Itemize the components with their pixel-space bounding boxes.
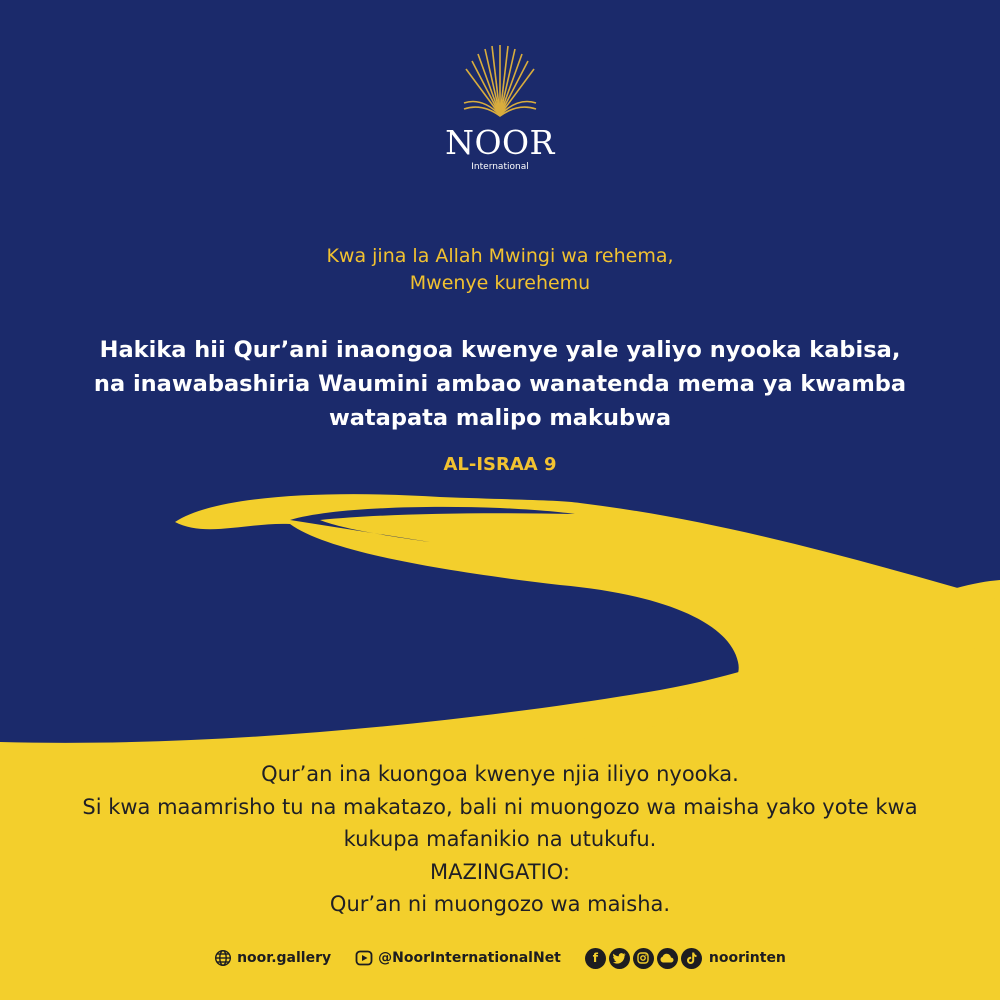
verse-line: na inawabashiria Waumini ambao wanatenda mema ya kwamba [93,371,907,397]
lesson-heading: MAZINGATIO: [429,859,571,884]
footer [0,946,1000,970]
youtube-link[interactable] [355,949,561,967]
website-link[interactable] [214,949,331,967]
radiant-book-icon [462,45,538,117]
cloud-icon[interactable] [657,948,678,969]
lesson-line: Si kwa maamrisho tu na makatazo, bali ni muongozo wa maisha yako yote kwa [82,794,918,819]
brand-subtitle: International [471,162,529,172]
facebook-icon[interactable]: f [585,948,606,969]
verse-reference: AL-ISRAA 9 [443,454,557,475]
tiktok-icon[interactable] [681,948,702,969]
basmala-line: Mwenye kurehemu [409,272,591,294]
twitter-icon[interactable] [609,948,630,969]
basmala [0,243,1000,297]
lesson-text [30,758,970,921]
verse-line: Hakika hii Qur’ani inaongoa kwenye yale yaliyo nyooka kabisa, [99,337,901,363]
lesson-line: Qur’an ina kuongoa kwenye njia iliyo nyooka. [261,762,739,786]
verse-text [40,333,960,435]
instagram-icon[interactable] [633,948,654,969]
lesson-line: Qur’an ni muongozo wa maisha. [329,892,671,916]
lesson-line: kukupa mafanikio na utukufu. [343,827,657,851]
brand-name: NOOR [445,123,555,162]
globe-icon [214,949,232,967]
youtube-icon [355,949,373,967]
website-text: noor.gallery [237,950,332,966]
verse-line: watapata malipo makubwa [328,405,672,431]
social-handle[interactable]: noorinten [708,950,786,966]
youtube-handle: @NoorInternationalNet [378,950,561,966]
logo [0,45,1000,173]
basmala-line: Kwa jina la Allah Mwingi wa rehema, [326,245,674,267]
social-links [585,948,786,969]
